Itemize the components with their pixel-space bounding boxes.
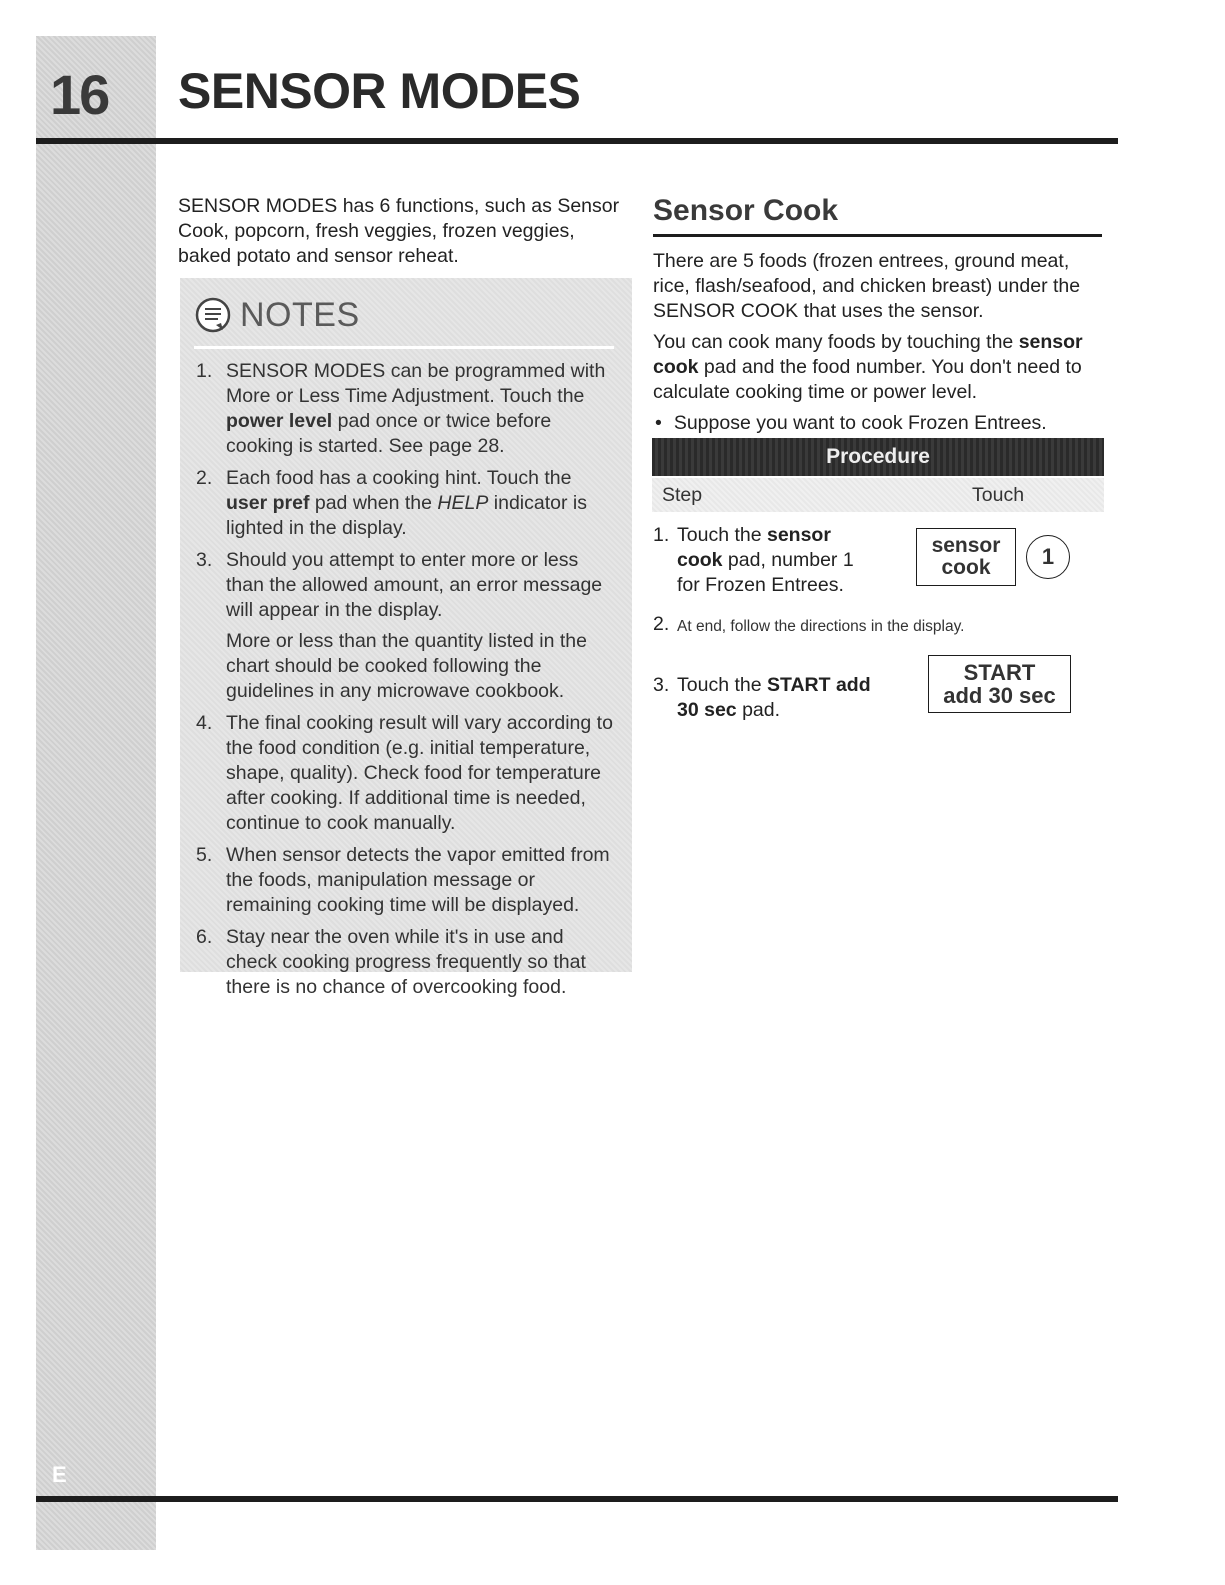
note-item [194, 466, 614, 541]
notes-icon [194, 296, 232, 334]
page-number: 16 [50, 63, 109, 126]
key-label: cook [941, 556, 991, 579]
edition-letter: E [52, 1462, 67, 1487]
step-number: 2. [653, 613, 670, 635]
notes-list [194, 359, 614, 1000]
procedure-bar [652, 438, 1104, 476]
note-item [194, 548, 614, 704]
note-item [194, 359, 614, 459]
section-title: Sensor Cook [653, 194, 839, 227]
section-body [653, 249, 1103, 436]
page-title: SENSOR MODES [178, 63, 581, 119]
step-bold: START add 30 sec [677, 674, 871, 721]
notes-rule [194, 346, 614, 349]
intro-paragraph: SENSOR MODES has 6 functions, such as Sensor Cook, popcorn, fresh veggies, frozen veggies, baked potato and sensor reheat. [178, 195, 620, 267]
procedure-step [653, 612, 1103, 638]
step-column-label: Step [662, 484, 703, 506]
note-text: Each food has a cooking hint. Touch the [226, 467, 572, 489]
bullet-text: Suppose you want to cook Frozen Entrees. [673, 412, 1047, 434]
step-header [652, 478, 1104, 512]
note-bold: user pref [226, 492, 310, 514]
note-text: pad when the [309, 492, 438, 514]
note-number: 4. [196, 712, 213, 734]
key-label: sensor [931, 534, 1001, 557]
note-text: Stay near the oven while it's in use and check cooking progress frequently so that there is no chance of overcooking food. [226, 926, 586, 998]
section-paragraph: There are 5 foods (frozen entrees, ground meat, rice, flash/seafood, and chicken breast) under the SENSOR COOK that uses the sensor. [653, 250, 1081, 322]
note-text: The final cooking result will vary according to the food condition (e.g. initial temperature, shape, quality). Check food for temperature after cooking. If additional time is needed, continue to cook manually. [226, 712, 613, 834]
step-text [677, 673, 897, 723]
note-text: pad once or twice before cooking is started. See page 28. [226, 410, 552, 457]
note-item [194, 711, 614, 836]
note-number: 1. [196, 360, 213, 382]
procedure-step [653, 673, 913, 727]
paragraph-bold: sensor cook [653, 331, 1083, 378]
note-italic: HELP [437, 492, 489, 514]
section-paragraph [653, 330, 1103, 405]
step-number: 3. [653, 674, 670, 696]
step-text-part: Touch the [677, 524, 767, 546]
note-number: 3. [196, 549, 213, 571]
bullet-item [653, 411, 1103, 436]
procedure-title: Procedure [826, 445, 930, 468]
key-label: START [963, 660, 1036, 685]
note-number: 5. [196, 844, 213, 866]
touch-column-label: Touch [972, 484, 1025, 506]
note-item [194, 843, 614, 918]
paragraph-text: You can cook many foods by touching the [653, 331, 1019, 353]
note-text: More or less than the quantity listed in the chart should be cooked following the guidelines in any microwave cookbook. [226, 630, 587, 702]
notes-header [194, 292, 614, 338]
paragraph-text: pad and the food number. You don't need to calculate cooking time or power level. [653, 356, 1082, 403]
top-rule [36, 138, 1118, 144]
notes-title: NOTES [240, 295, 360, 334]
note-number: 6. [196, 926, 213, 948]
step-text: At end, follow the directions in the display. [677, 618, 965, 635]
note-item [194, 925, 614, 1000]
step-number: 1. [653, 524, 670, 546]
note-text: SENSOR MODES can be programmed with More or Less Time Adjustment. Touch the [226, 360, 606, 407]
procedure-step [653, 523, 893, 603]
bottom-rule [36, 1496, 1118, 1502]
bullet-dot: • [655, 412, 662, 434]
notes-box [180, 278, 632, 998]
page-sidebar [36, 36, 156, 1550]
number-1-key [1026, 535, 1070, 579]
step-text-part: Touch the [677, 674, 767, 696]
note-number: 2. [196, 467, 213, 489]
step-text-part: pad, number 1 for Frozen Entrees. [677, 549, 854, 596]
step-text-part: pad. [736, 699, 781, 721]
sensor-cook-key [916, 528, 1016, 586]
note-text: indicator is lighted in the display. [226, 492, 587, 539]
section-rule [653, 234, 1102, 237]
step-bold: sensor cook [677, 524, 831, 571]
note-text: Should you attempt to enter more or less than the allowed amount, an error message will appear in the display. [226, 549, 603, 621]
key-label: 1 [1041, 544, 1055, 569]
note-bold: power level [226, 410, 333, 432]
step-text [677, 523, 877, 598]
key-label: add 30 sec [943, 683, 1056, 708]
start-add-30-sec-key [928, 655, 1071, 713]
note-text: When sensor detects the vapor emitted from the foods, manipulation message or remaining cooking time will be displayed. [226, 844, 610, 916]
